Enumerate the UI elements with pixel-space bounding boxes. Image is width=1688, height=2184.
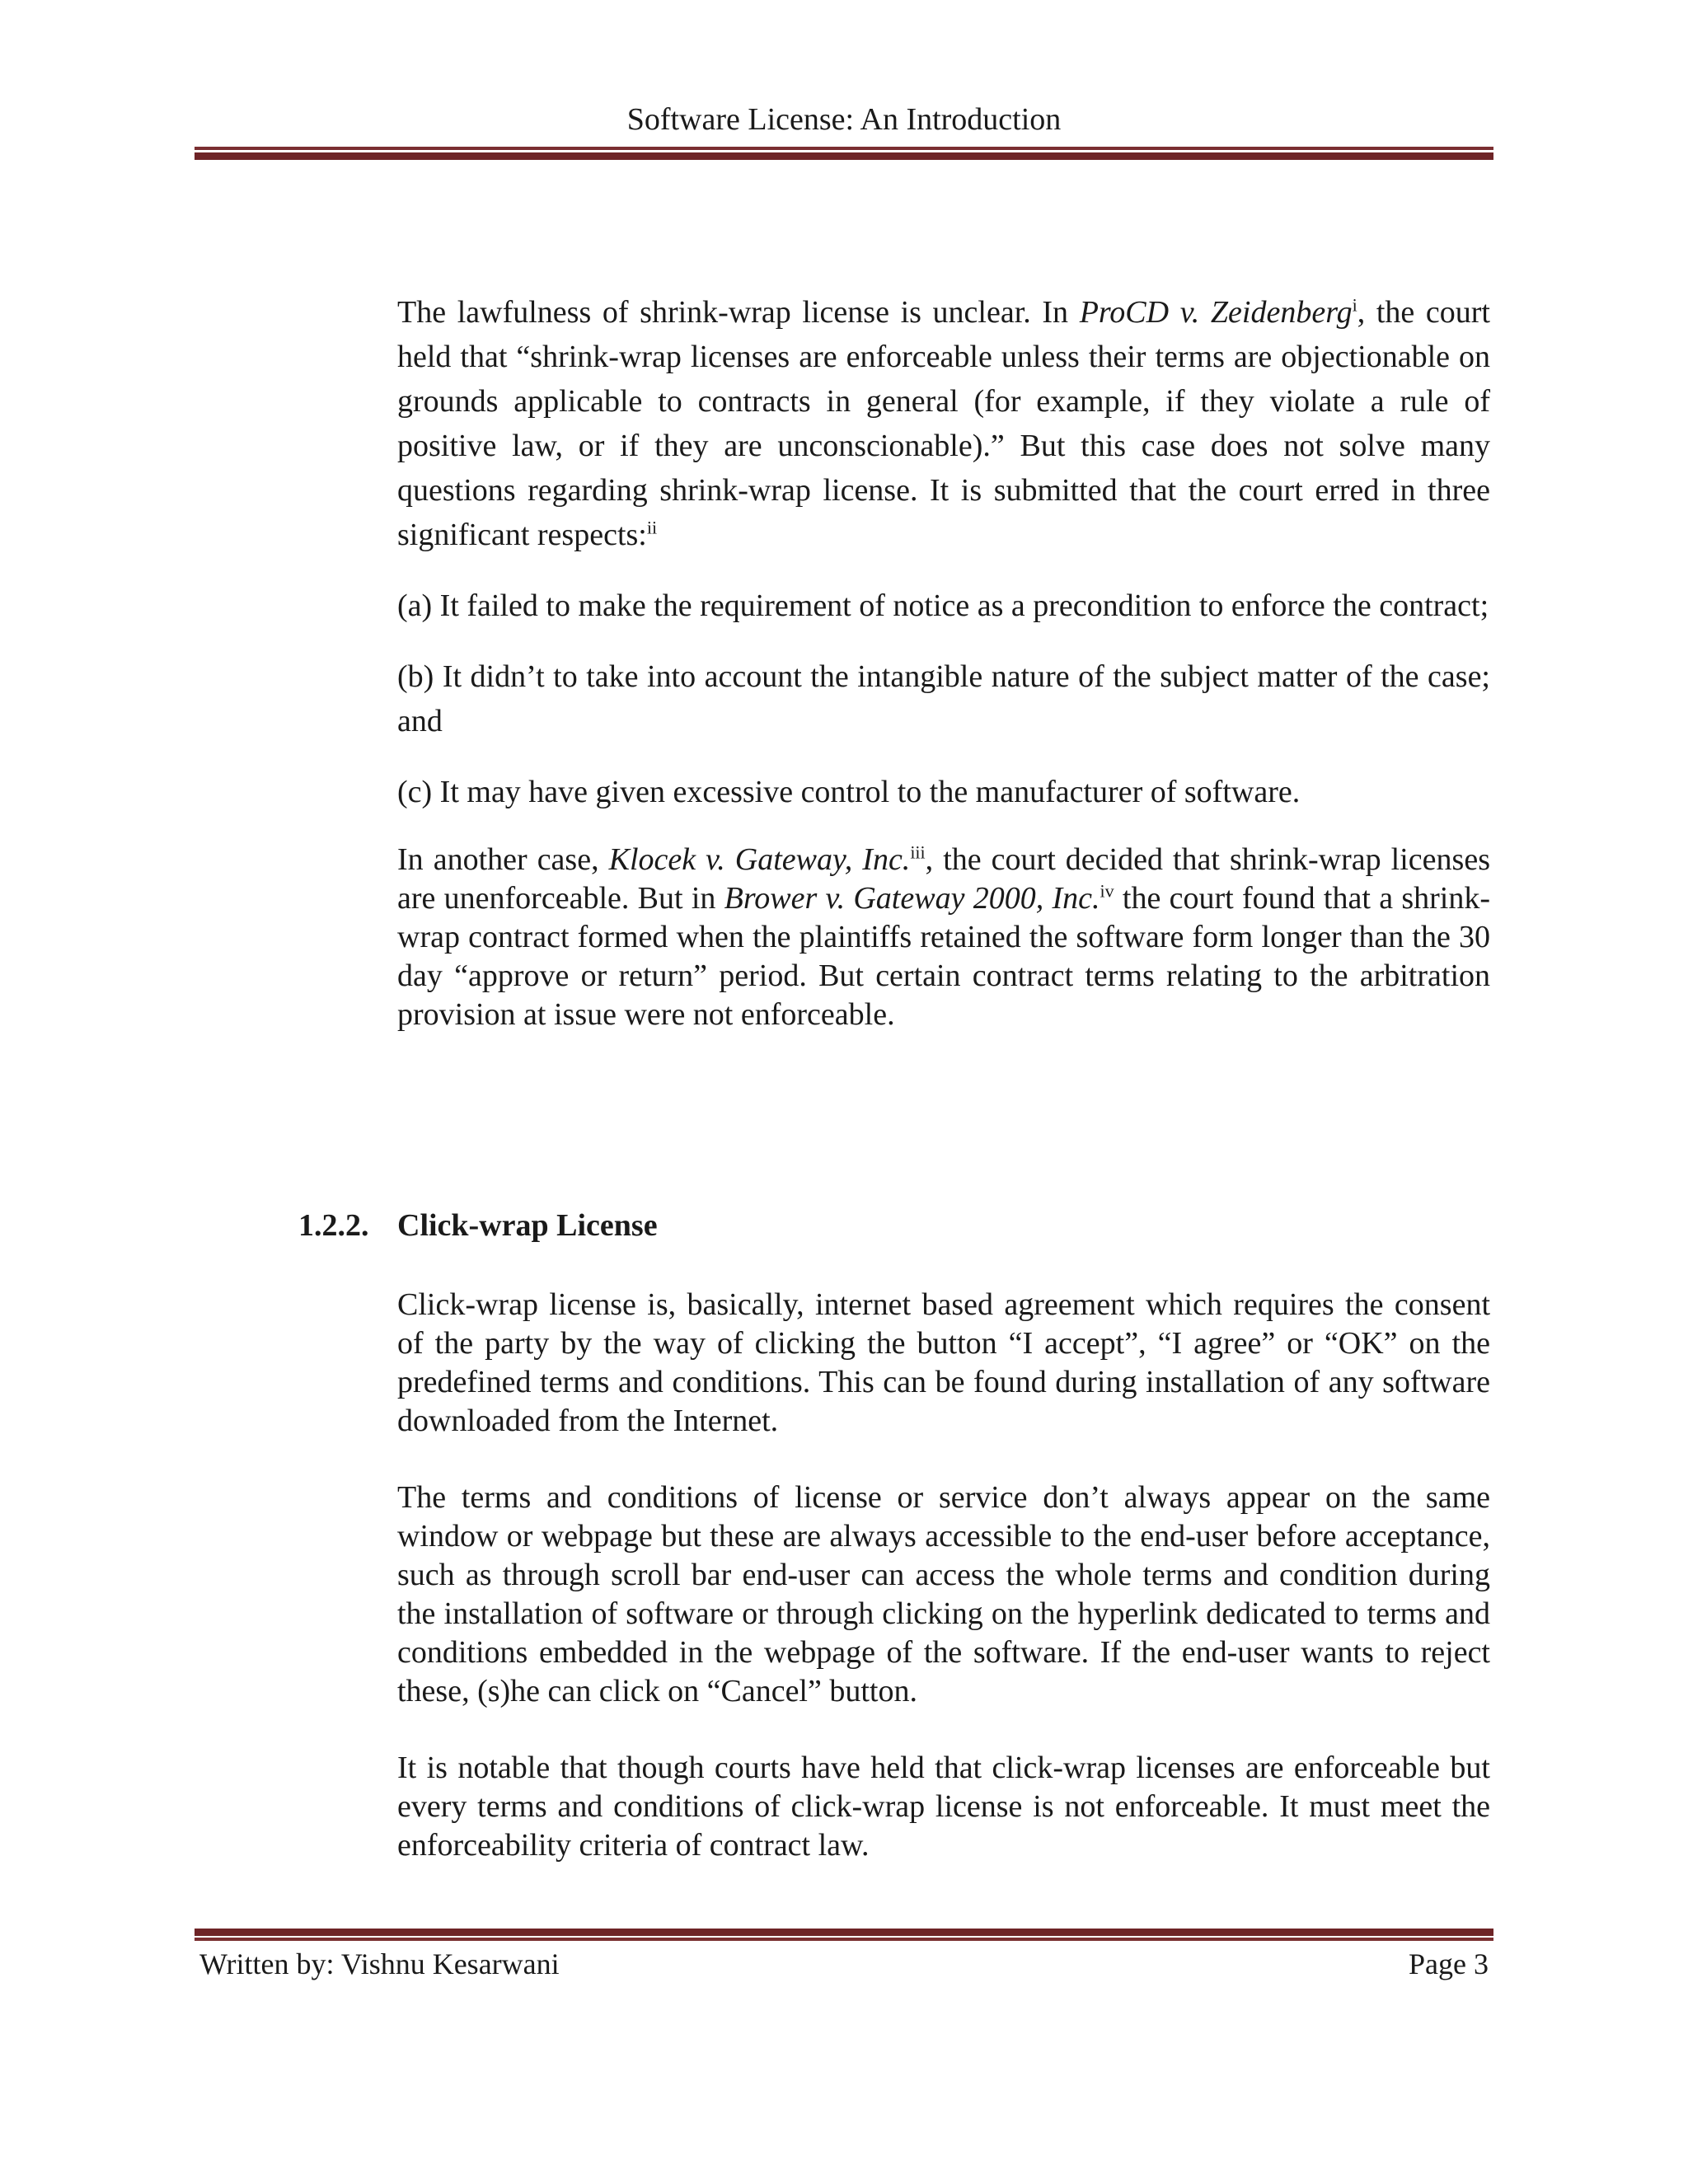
- section-number: 1.2.2.: [298, 1208, 369, 1243]
- case-citation-procd: ProCD v. Zeidenberg: [1079, 295, 1353, 330]
- header-rule-thin: [195, 147, 1493, 150]
- section-title: Click-wrap License: [397, 1208, 658, 1243]
- footer-rule-thick: [195, 1929, 1493, 1936]
- list-item-b: (b) It didn’t to take into account the intangible nature of the subject matter of the case; and: [397, 659, 1490, 738]
- paragraph-clickwrap-definition: Click-wrap license is, basically, internet based agreement which requires the consent of the party by the way of clicking the button “I accept”, “I agree” or “OK” on the predefined terms and conditions. This can be found during installation of any software downloaded from the Internet.: [397, 1287, 1490, 1438]
- paragraph-procd: The lawfulness of shrink-wrap license is unclear. In ProCD v. Zeidenberg$^i$, the court held that “shrink-wrap licenses are enforceable unless their terms are objectionable on grounds applicable to contracts in general (for example, if they violate a rule of positive law, or if they are unconscionable).” But this case does not solve many questions regarding shrink-wrap license. It is submitted that the court erred in three significant respects:$^{ii}$: [397, 294, 1490, 552]
- footnote-ref[interactable]: iv: [1100, 880, 1114, 902]
- footnote-ref[interactable]: i: [1352, 294, 1357, 316]
- header-rule-thick: [195, 152, 1493, 160]
- body-text-clickwrap: [397, 1286, 1490, 1865]
- paragraph-clickwrap-terms: The terms and conditions of license or service don’t always appear on the same window or webpage but these are always accessible to the end-user before acceptance, such as through scroll bar end-user can access the whole terms and condition during the installation of software or through clicking on the hyperlink dedicated to terms and conditions embedded in the webpage of the software. If the end-user wants to reject these, (s)he can click on “Cancel” button.: [397, 1480, 1490, 1708]
- list-item-a: (a) It failed to make the requirement of notice as a precondition to enforce the contract;: [397, 588, 1489, 623]
- case-citation-brower: Brower v. Gateway 2000, Inc.: [724, 881, 1100, 916]
- paragraph-klocek: In another case, Klocek v. Gateway, Inc.$^{iii}$, the court decided that shrink-wrap licenses are unenforceable. But in Brower v. Gateway 2000, Inc.$^{iv}$ the court found that a shrink-wrap contract formed when the plaintiffs retained the software form longer than the 30 day “approve or return” period. But certain contract terms relating to the arbitration provision at issue were not enforceable.: [397, 841, 1490, 1032]
- paragraph-clickwrap-enforceability: It is notable that though courts have held that click-wrap licenses are enforceable but every terms and conditions of click-wrap license is not enforceable. It must meet the enforceability criteria of contract law.: [397, 1750, 1490, 1863]
- case-citation-klocek: Klocek v. Gateway, Inc.: [608, 842, 911, 877]
- footnote-ref[interactable]: ii: [646, 517, 658, 538]
- footer-author: Written by: Vishnu Kesarwani: [199, 1947, 560, 1980]
- body-text: [397, 290, 1490, 1034]
- page-number: Page 3: [1409, 1947, 1489, 1980]
- list-item-c: (c) It may have given excessive control to the manufacturer of software.: [397, 775, 1301, 809]
- section-heading: [298, 1203, 658, 1248]
- footer-rule-thin: [195, 1938, 1493, 1941]
- footnote-ref[interactable]: iii: [910, 841, 926, 863]
- running-header-title: Software License: An Introduction: [626, 102, 1062, 137]
